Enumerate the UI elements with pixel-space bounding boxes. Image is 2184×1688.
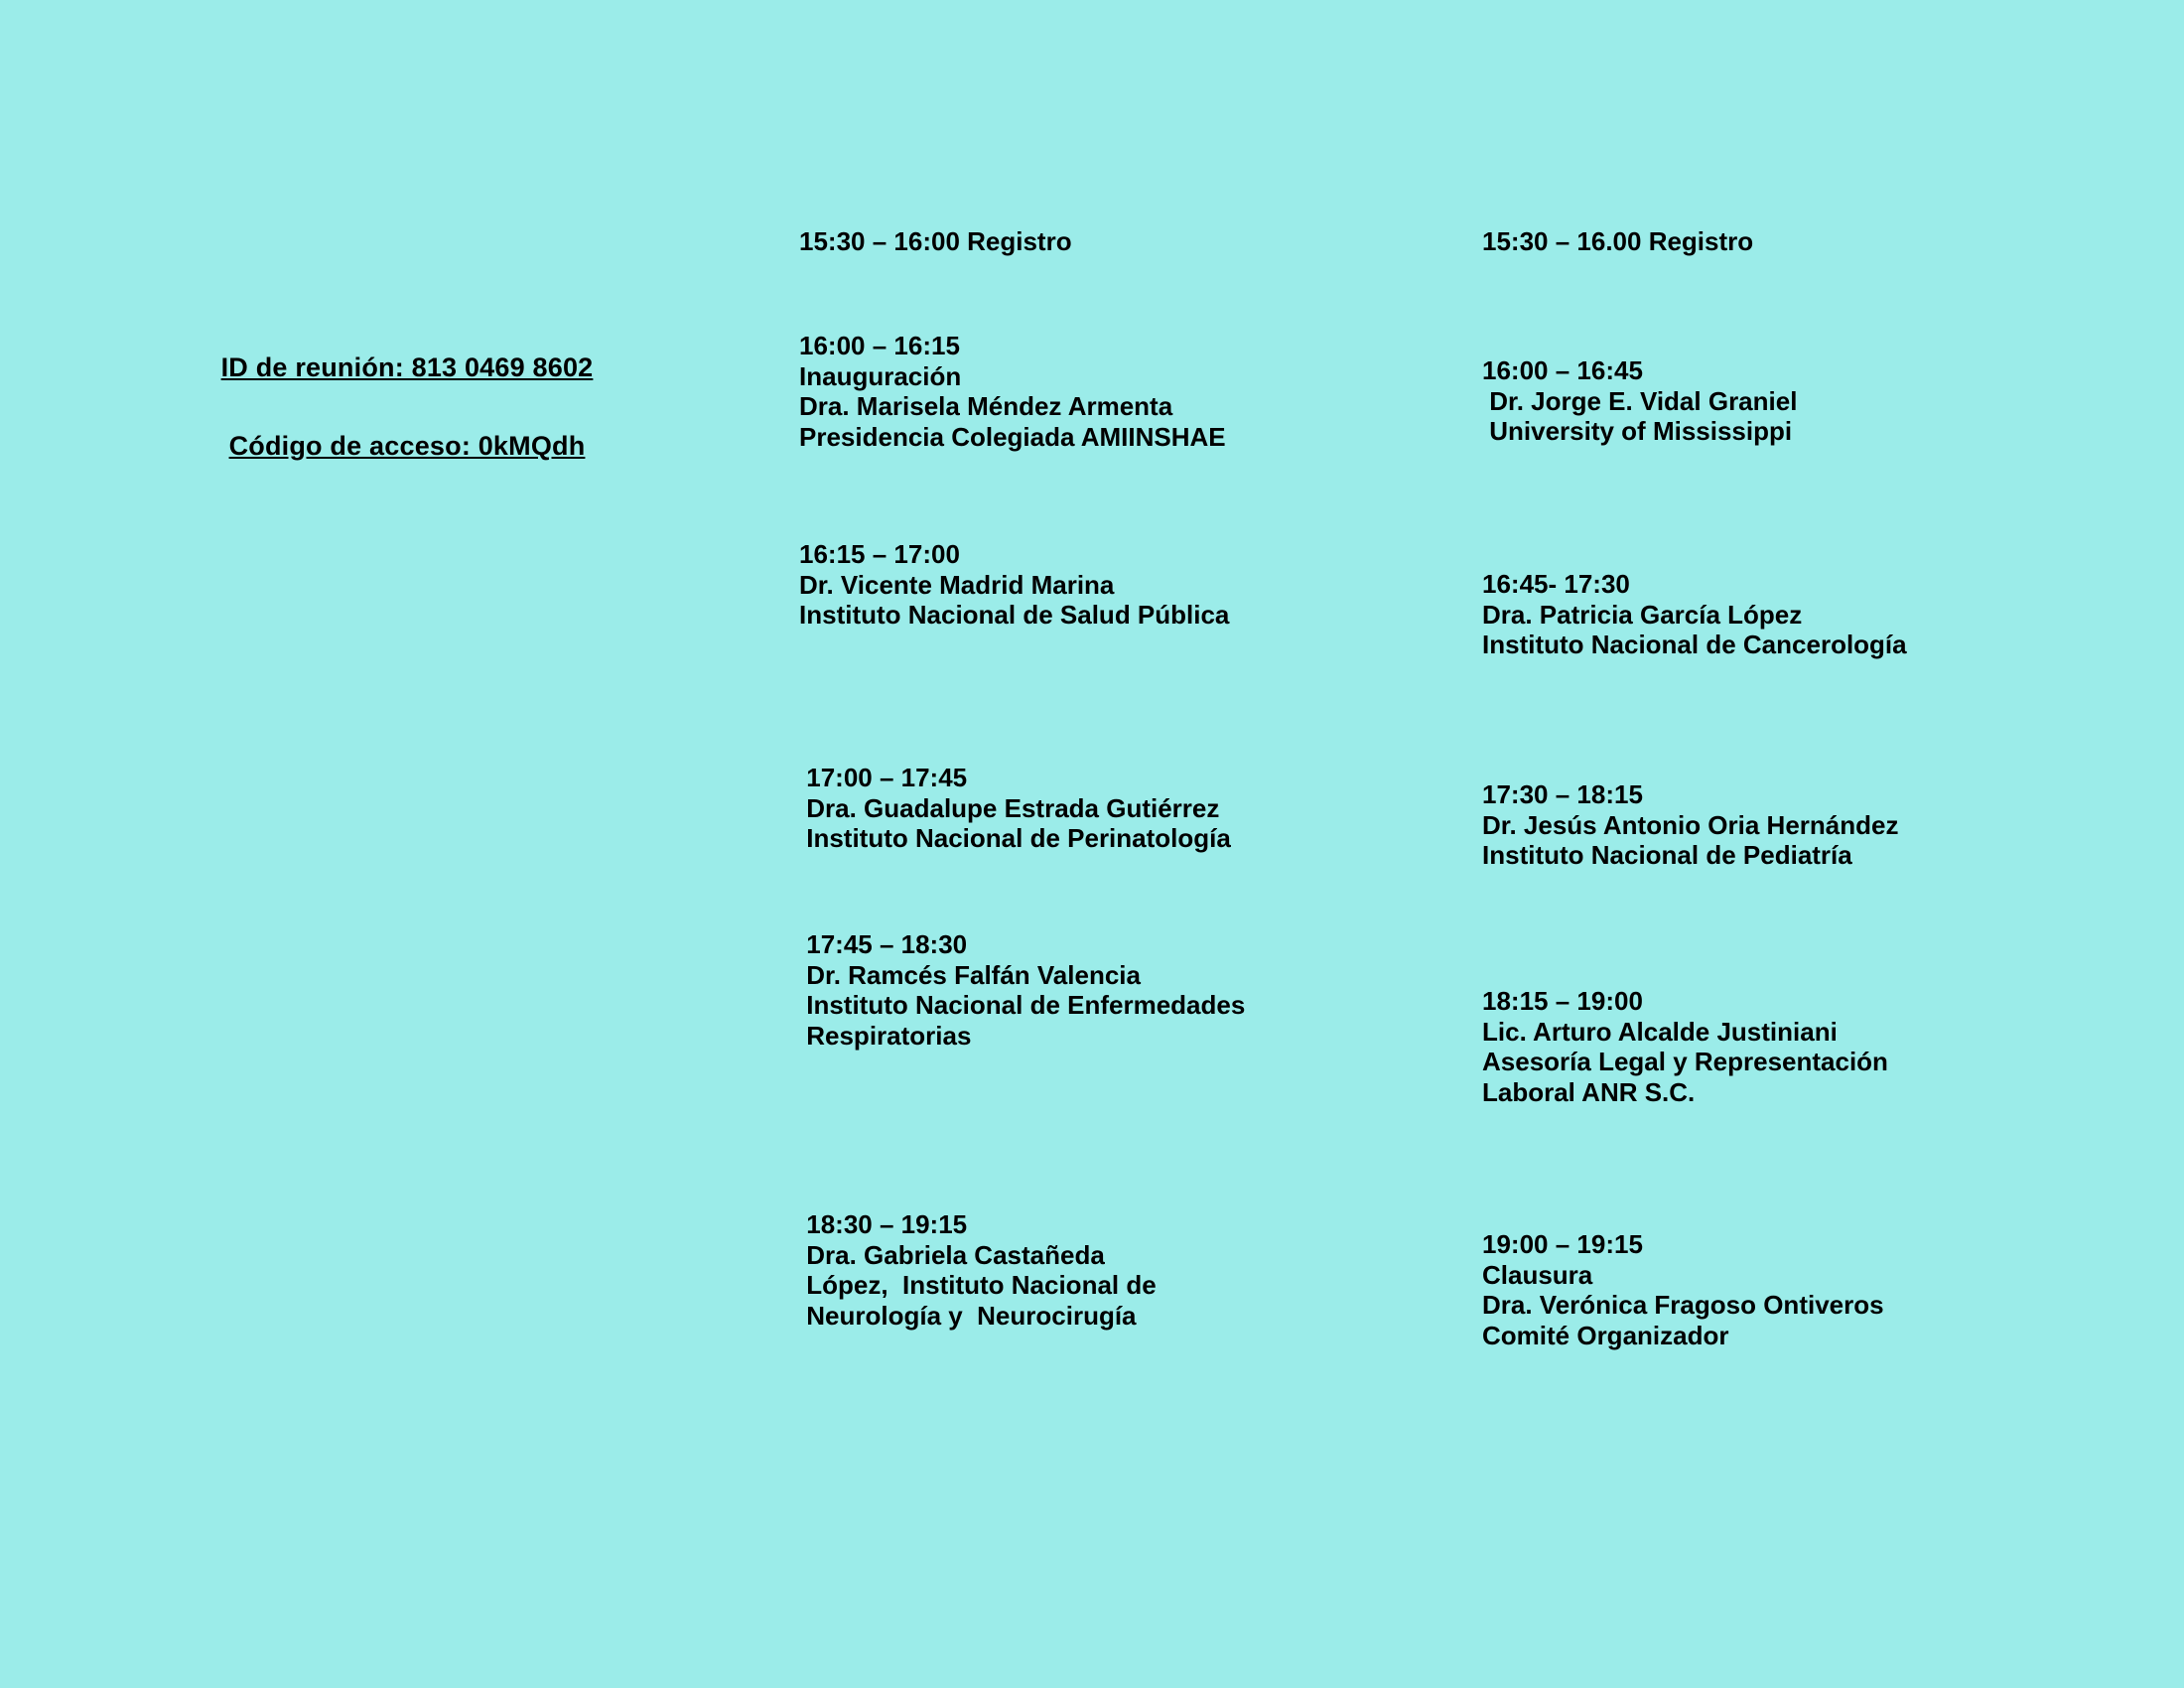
agenda-left-entry-time: 18:30 – 19:15 [799, 1209, 968, 1239]
meeting-id-label: ID de reunión: 813 0469 8602 [220, 352, 594, 382]
agenda-right-entry-detail: Lic. Arturo Alcalde Justiniani [1482, 1016, 1838, 1047]
meeting-info-block [169, 352, 645, 462]
agenda-left-entry-time: 16:00 – 16:15 [799, 331, 960, 360]
agenda-right-entry-time: 16:00 – 16:45 [1482, 355, 1643, 385]
agenda-right-entry-time: 15:30 – 16.00 Registro [1482, 226, 1754, 256]
agenda-left-entry-detail: Neurología y Neurocirugía [799, 1301, 1137, 1332]
agenda-left-entry-detail: Dr. Vicente Madrid Marina [799, 569, 1115, 600]
agenda-left-entry [799, 331, 1226, 453]
agenda-right-entry [1482, 226, 1753, 257]
agenda-left-entry [799, 1209, 1157, 1332]
agenda-left-entry-detail: Dr. Ramcés Falfán Valencia [799, 959, 1141, 990]
agenda-right-entry-detail: Dr. Jesús Antonio Oria Hernández [1482, 809, 1899, 840]
agenda-right-entry-detail: Asesoría Legal y Representación [1482, 1047, 1888, 1077]
agenda-right-entry-detail: Dr. Jorge E. Vidal Graniel [1482, 385, 1798, 416]
agenda-left-entry-detail: Dra. Gabriela Castañeda [799, 1239, 1105, 1270]
agenda-right-entry-time: 19:00 – 19:15 [1482, 1229, 1643, 1259]
agenda-left-entry-detail: Instituto Nacional de Salud Pública [799, 600, 1230, 631]
agenda-left-entry-detail: Dra. Guadalupe Estrada Gutiérrez [799, 792, 1220, 823]
agenda-right-entry-detail: Clausura [1482, 1259, 1593, 1290]
agenda-left-entry-detail: Instituto Nacional de Perinatología [799, 823, 1231, 854]
agenda-left-entry [799, 929, 1245, 1052]
agenda-right-entry-time: 18:15 – 19:00 [1482, 986, 1643, 1016]
agenda-right-entry [1482, 569, 1907, 660]
agenda-left-entry [799, 539, 1229, 631]
agenda-left-entry [799, 763, 1231, 854]
meeting-passcode-row [169, 383, 645, 462]
meeting-id-row [169, 352, 645, 383]
agenda-left-entry-time: 17:45 – 18:30 [799, 929, 968, 959]
agenda-right-entry-time: 16:45- 17:30 [1482, 569, 1630, 599]
agenda-right-entry-detail: University of Mississippi [1482, 416, 1793, 447]
agenda-right-entry-detail: Instituto Nacional de Cancerología [1482, 630, 1907, 660]
agenda-right-entry-detail: Laboral ANR S.C. [1482, 1077, 1696, 1108]
agenda-right-entry-detail: Comité Organizador [1482, 1321, 1729, 1351]
agenda-left-entry-detail: Instituto Nacional de Enfermedades [799, 990, 1246, 1021]
agenda-left-entry-time: 16:15 – 17:00 [799, 539, 960, 569]
agenda-left-entry-detail: Inauguración [799, 360, 962, 391]
agenda-left-entry-time: 17:00 – 17:45 [799, 763, 968, 792]
agenda-right-entry [1482, 779, 1898, 871]
agenda-right-entry [1482, 1229, 1884, 1351]
agenda-left-entry-detail: Respiratorias [799, 1021, 972, 1052]
agenda-left-entry-detail: López, Instituto Nacional de [799, 1270, 1157, 1301]
agenda-left-entry-detail: Presidencia Colegiada AMIINSHAE [799, 422, 1226, 453]
agenda-right-entry [1482, 355, 1797, 447]
agenda-left-entry-detail: Dra. Marisela Méndez Armenta [799, 391, 1173, 422]
agenda-right-entry-time: 17:30 – 18:15 [1482, 779, 1643, 809]
agenda-right-entry-detail: Dra. Patricia García López [1482, 599, 1803, 630]
agenda-right-entry-detail: Dra. Verónica Fragoso Ontiveros [1482, 1290, 1884, 1321]
meeting-passcode-label: Código de acceso: 0kMQdh [228, 431, 586, 461]
agenda-left-entry [799, 226, 1072, 257]
agenda-right-entry [1482, 986, 1888, 1108]
agenda-right-entry-detail: Instituto Nacional de Pediatría [1482, 840, 1852, 871]
agenda-left-entry-time: 15:30 – 16:00 Registro [799, 226, 1072, 256]
